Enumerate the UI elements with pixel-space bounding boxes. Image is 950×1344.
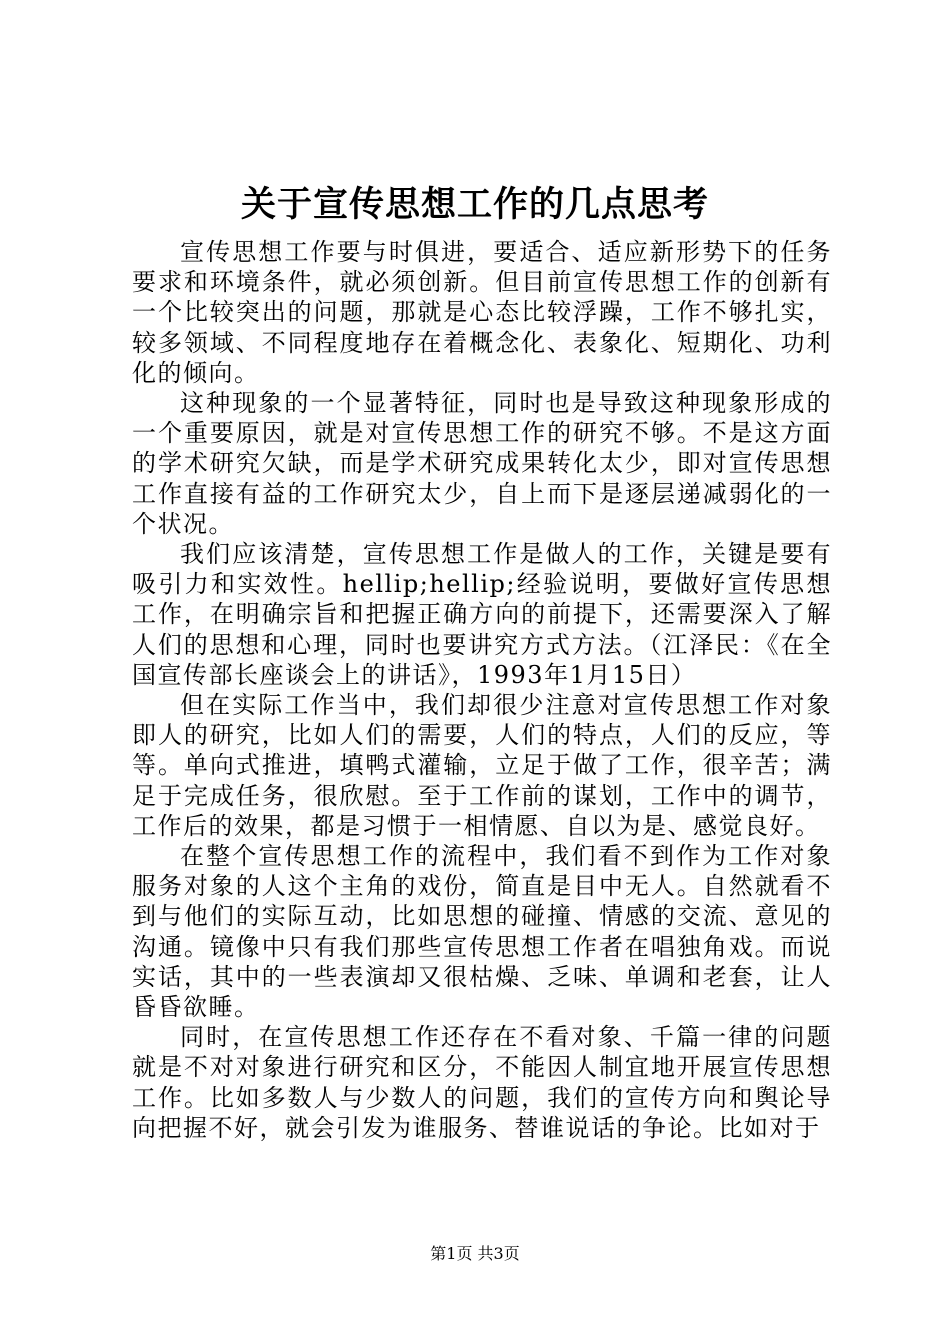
paragraph: 同时，在宣传思想工作还存在不看对象、千篇一律的问题就是不对对象进行研究和区分，不能因人制宜地开展宣传思想工作。比如多数人与少数人的问题，我们的宣传方向和舆论导向把握不好，就会引发为谁服务、替谁说话的争论。比如对于	[132, 1023, 832, 1142]
paragraph: 但在实际工作当中，我们却很少注意对宣传思想工作对象即人的研究，比如人们的需要，人们的特点，人们的反应，等等。单向式推进，填鸭式灌输，立足于做了工作，很辛苦；满足于完成任务，很欣慰。至于工作前的谋划，工作中的调节，工作后的效果，都是习惯于一相情愿、自以为是、感觉良好。	[132, 691, 832, 840]
paragraph: 这种现象的一个显著特征，同时也是导致这种现象形成的一个重要原因，就是对宣传思想工作的研究不够。不是这方面的学术研究欠缺，而是学术研究成果转化太少，即对宣传思想工作直接有益的工作研究太少，自上而下是逐层递减弱化的一个状况。	[132, 389, 832, 538]
paragraph: 我们应该清楚，宣传思想工作是做人的工作，关键是要有吸引力和实效性。hellip;hellip;经验说明，要做好宣传思想工作，在明确宗旨和把握正确方向的前提下，还需要深入了解人们的思想和心理，同时也要讲究方式方法。（江泽民：《在全国宣传部长座谈会上的讲话》，1993年1月15日）	[132, 540, 832, 689]
paragraph: 在整个宣传思想工作的流程中，我们看不到作为工作对象服务对象的人这个主角的戏份，简直是目中无人。自然就看不到与他们的实际互动，比如思想的碰撞、情感的交流、意见的沟通。镜像中只有我们那些宣传思想工作者在唱独角戏。而说实话，其中的一些表演却又很枯燥、乏味、单调和老套，让人昏昏欲睡。	[132, 842, 832, 1022]
document-title: 关于宣传思想工作的几点思考	[240, 185, 709, 225]
page-number-footer: 第1页 共3页	[430, 1244, 520, 1263]
paragraph: 宣传思想工作要与时俱进，要适合、适应新形势下的任务要求和环境条件，就必须创新。但目前宣传思想工作的创新有一个比较突出的问题，那就是心态比较浮躁，工作不够扎实，较多领域、不同程度地存在着概念化、表象化、短期化、功利化的倾向。	[132, 238, 832, 387]
document-body	[132, 237, 832, 1143]
